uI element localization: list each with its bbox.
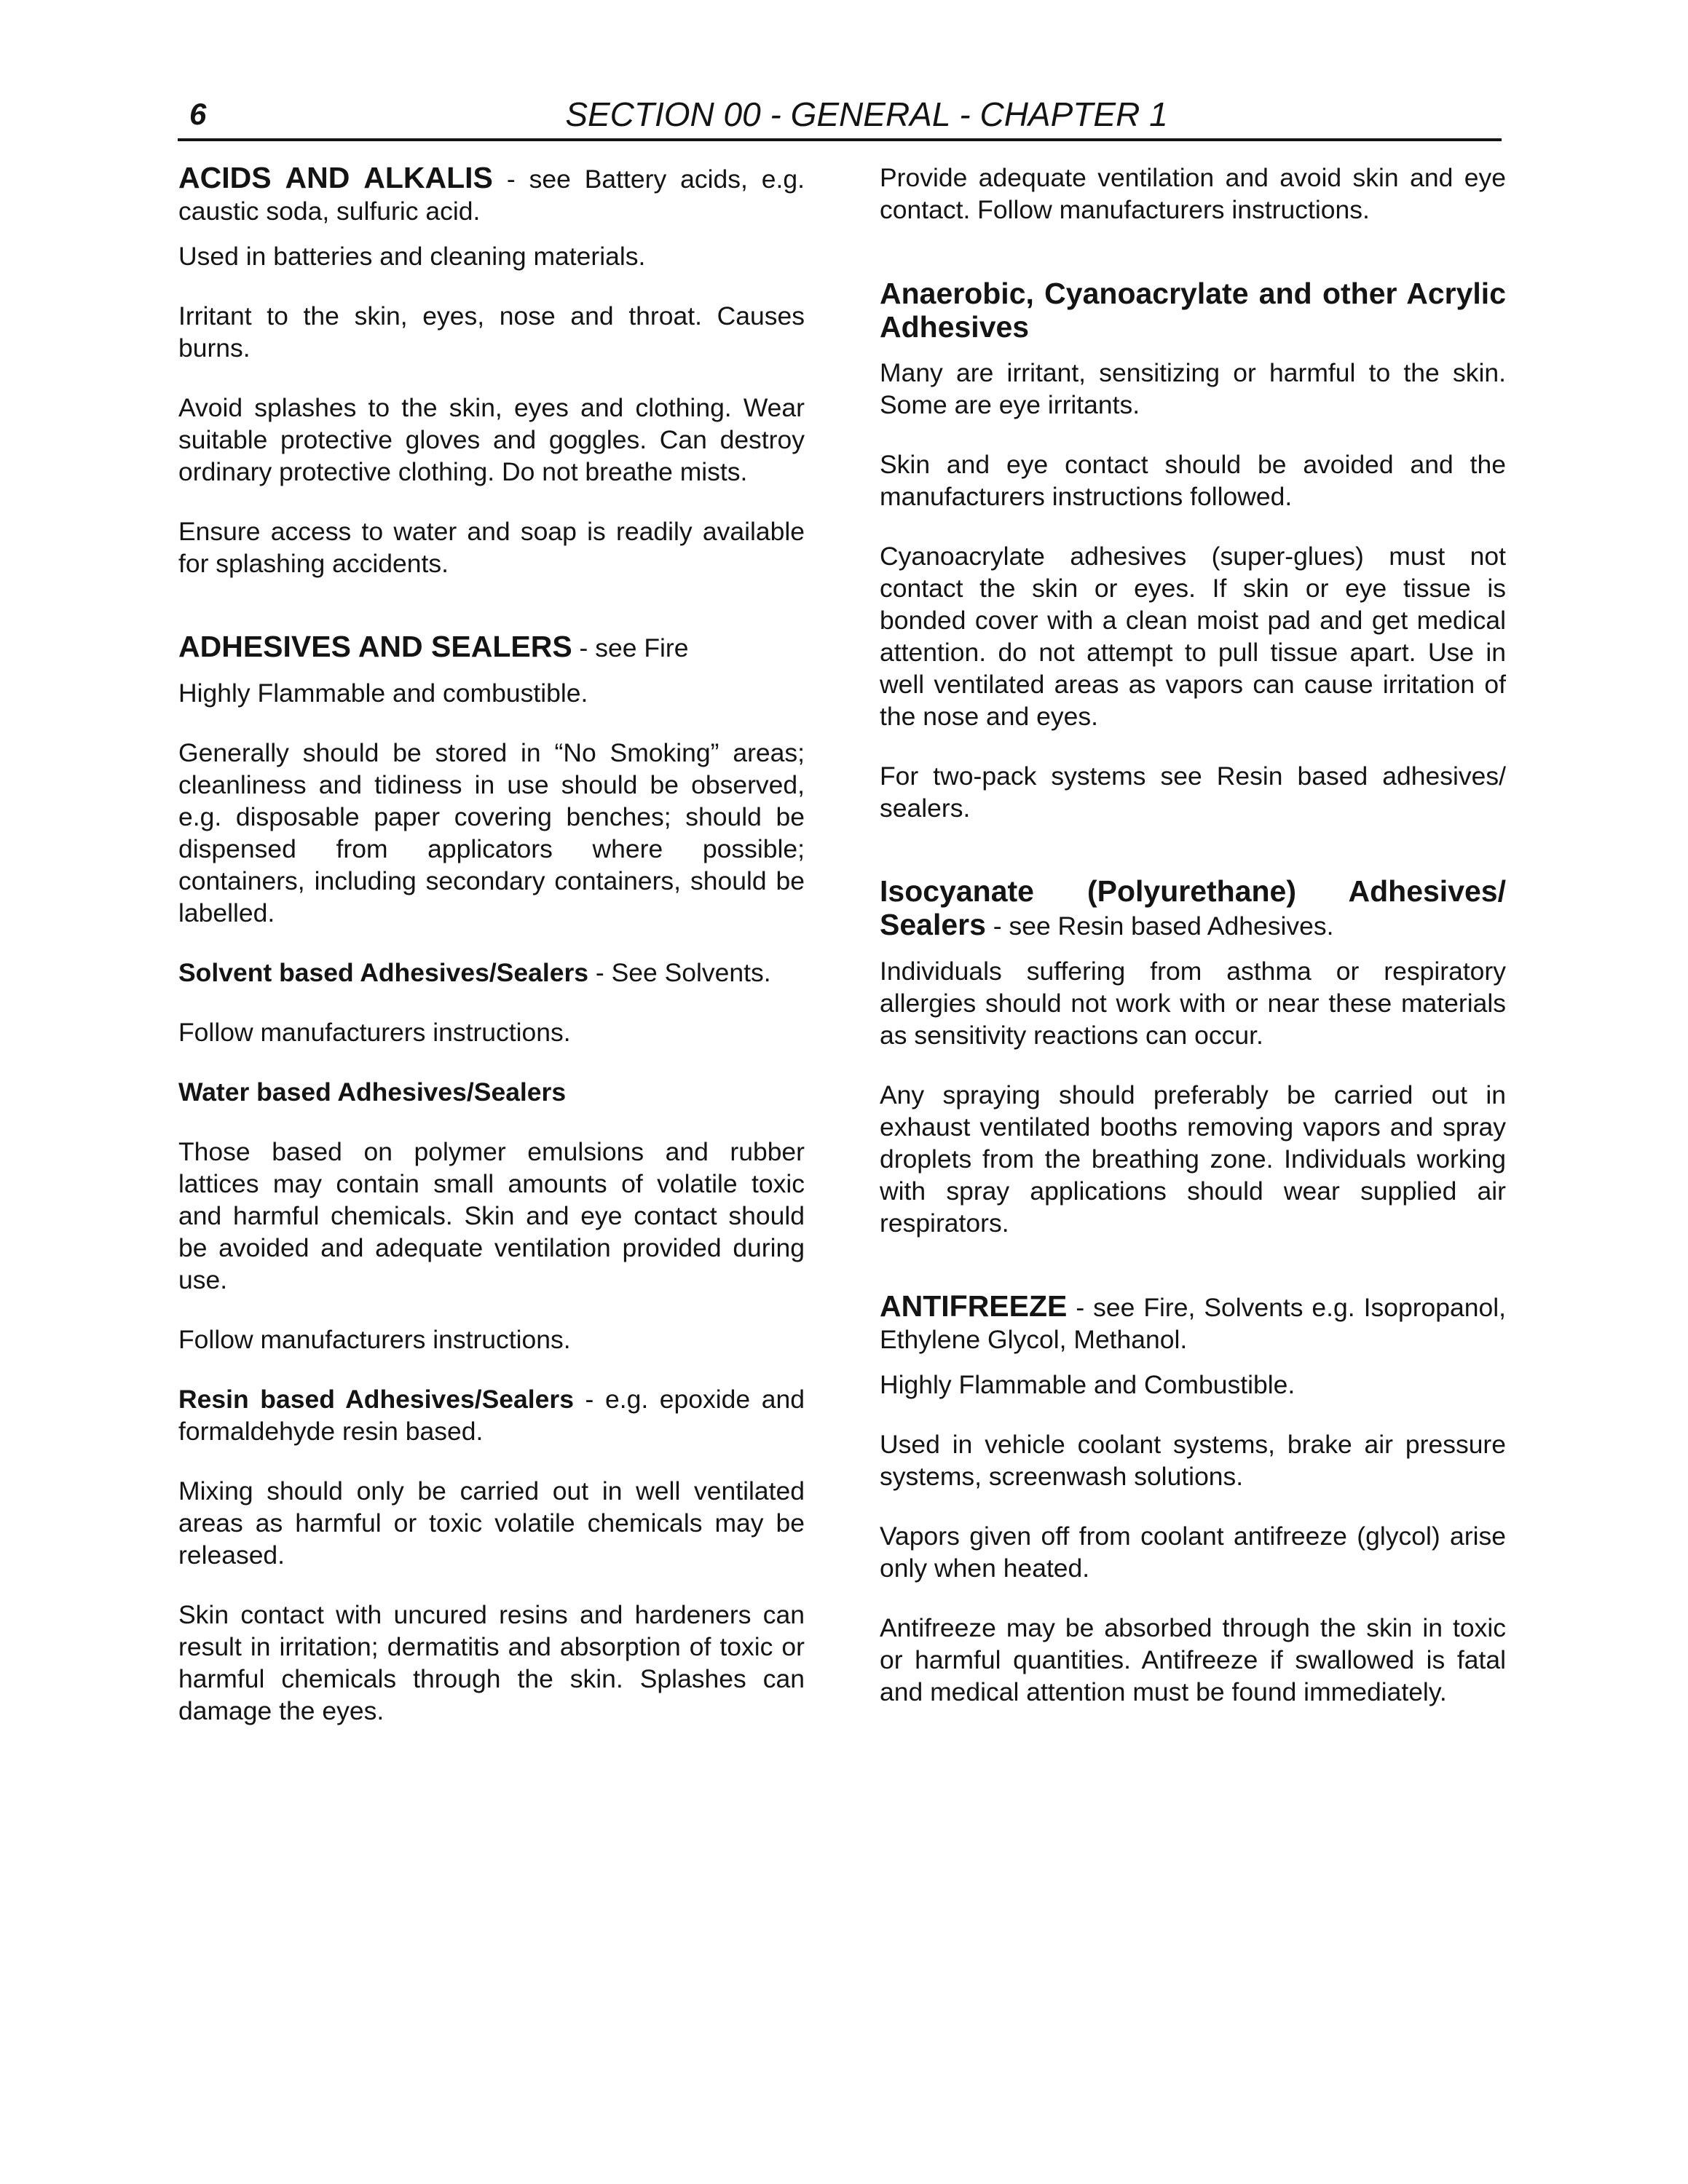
anaerobic-paragraph-4: For two-pack systems see Resin based adhesives/ sealers.: [880, 761, 1506, 823]
acids-see-also: - see Battery acids, e.g. caustic soda, sulfuric acid.: [178, 165, 805, 226]
header-rule: [178, 138, 1502, 141]
anaerobic-paragraph-1: Many are irritant, sensitizing or harmful to the skin. Some are eye irritants.: [880, 358, 1506, 419]
resin-paragraph-2: Skin contact with uncured resins and hardeners can result in irritation; dermatitis and absorption of toxic or harmful chemicals through the skin. Splashes can damage the eyes.: [178, 1600, 805, 1725]
adhesives-see-also: - see Fire: [572, 633, 689, 662]
anaerobic-paragraph-3: Cyanoacrylate adhesives (super-glues) must not contact the skin or eyes. If skin or eye tissue is bonded cover with a clean moist pad and get medical attention. do not attempt to pull tissue apart. Use in well ventilated areas as vapors can cause irritation of the nose and eyes.: [880, 542, 1506, 731]
antifreeze-paragraph-2: Used in vehicle coolant systems, brake air pressure systems, screenwash solutions.: [880, 1430, 1506, 1491]
anaerobic-title: Anaerobic, Cyanoacrylate and other Acrylic Adhesives: [880, 277, 1506, 344]
isocyanate-paragraph-1: Individuals suffering from asthma or respiratory allergies should not work with or near these materials as sensitivity reactions can occur.: [880, 957, 1506, 1050]
solvent-title: Solvent based Adhesives/Sealers: [178, 958, 589, 987]
water-paragraph-1: Those based on polymer emulsions and rubber lattices may contain small amounts of volatile toxic and harmful chemicals. Skin and eye contact should be avoided and adequate ventilation provided during use.: [178, 1137, 805, 1294]
antifreeze-paragraph-1: Highly Flammable and Combustible.: [880, 1370, 1295, 1399]
water-title: Water based Adhesives/Sealers: [178, 1077, 567, 1107]
solvent-heading-paragraph: [178, 957, 805, 989]
antifreeze-see-also: - see Fire, Solvents e.g. Isopropanol, Ethylene Glycol, Methanol.: [880, 1293, 1506, 1354]
resin-see-also: - e.g. epoxide and formaldehyde resin based.: [178, 1385, 805, 1446]
antifreeze-title: ANTIFREEZE: [880, 1289, 1068, 1323]
isocyanate-heading-paragraph: [880, 875, 1506, 942]
antifreeze-paragraph-4: Antifreeze may be absorbed through the skin in toxic or harmful quantities. Antifreeze if swallowed is fatal and medical attention must be found immediately.: [880, 1613, 1506, 1706]
resin-title: Resin based Adhesives/Sealers: [178, 1385, 574, 1414]
resin-paragraph-1: Mixing should only be carried out in well ventilated areas as harmful or toxic volatile chemicals may be released.: [178, 1476, 805, 1570]
resin-paragraph-3: Provide adequate ventilation and avoid skin and eye contact. Follow manufacturers instructions.: [880, 163, 1506, 224]
isocyanate-title: Isocyanate (Polyurethane) Adhesives/ Sealers: [880, 874, 1506, 941]
adhesives-title: ADHESIVES AND SEALERS: [178, 630, 572, 663]
antifreeze-heading-paragraph: [880, 1290, 1506, 1356]
adhesives-paragraph-2: Generally should be stored in “No Smoking” areas; cleanliness and tidiness in use should be observed, e.g. disposable paper covering benches; should be dispensed from applicators where possible; containers, including secondary containers, should be labelled.: [178, 738, 805, 927]
acids-heading-paragraph: [178, 162, 805, 227]
isocyanate-paragraph-2: Any spraying should preferably be carried out in exhaust ventilated booths removing vapors and spray droplets from the breathing zone. Individuals working with spray applications should wear supplied air respirators.: [880, 1080, 1506, 1238]
solvent-see-also: - See Solvents.: [588, 958, 771, 987]
acids-paragraph-4: Ensure access to water and soap is readily available for splashing accidents.: [178, 517, 805, 578]
right-column: [880, 162, 1506, 1708]
water-paragraph-2: Follow manufacturers instructions.: [178, 1325, 571, 1354]
anaerobic-paragraph-2: Skin and eye contact should be avoided and the manufacturers instructions followed.: [880, 450, 1506, 511]
adhesives-paragraph-1: Highly Flammable and combustible.: [178, 678, 588, 708]
acids-paragraph-3: Avoid splashes to the skin, eyes and clothing. Wear suitable protective gloves and goggles. Can destroy ordinary protective clothing. Do not breathe mists.: [178, 393, 805, 486]
left-column: [178, 162, 805, 1727]
acids-paragraph-1: Used in batteries and cleaning materials.: [178, 242, 646, 271]
isocyanate-see-also: - see Resin based Adhesives.: [985, 911, 1334, 941]
solvent-paragraph-1: Follow manufacturers instructions.: [178, 1018, 571, 1047]
page-number: 6: [189, 97, 207, 131]
section-title: SECTION 00 - GENERAL - CHAPTER 1: [565, 95, 1168, 133]
acids-paragraph-2: Irritant to the skin, eyes, nose and throat. Causes burns.: [178, 301, 805, 363]
adhesives-heading-paragraph: [178, 630, 805, 664]
acids-title: ACIDS AND ALKALIS: [178, 161, 493, 194]
resin-heading-paragraph: [178, 1383, 805, 1447]
antifreeze-paragraph-3: Vapors given off from coolant antifreeze (glycol) arise only when heated.: [880, 1522, 1506, 1583]
